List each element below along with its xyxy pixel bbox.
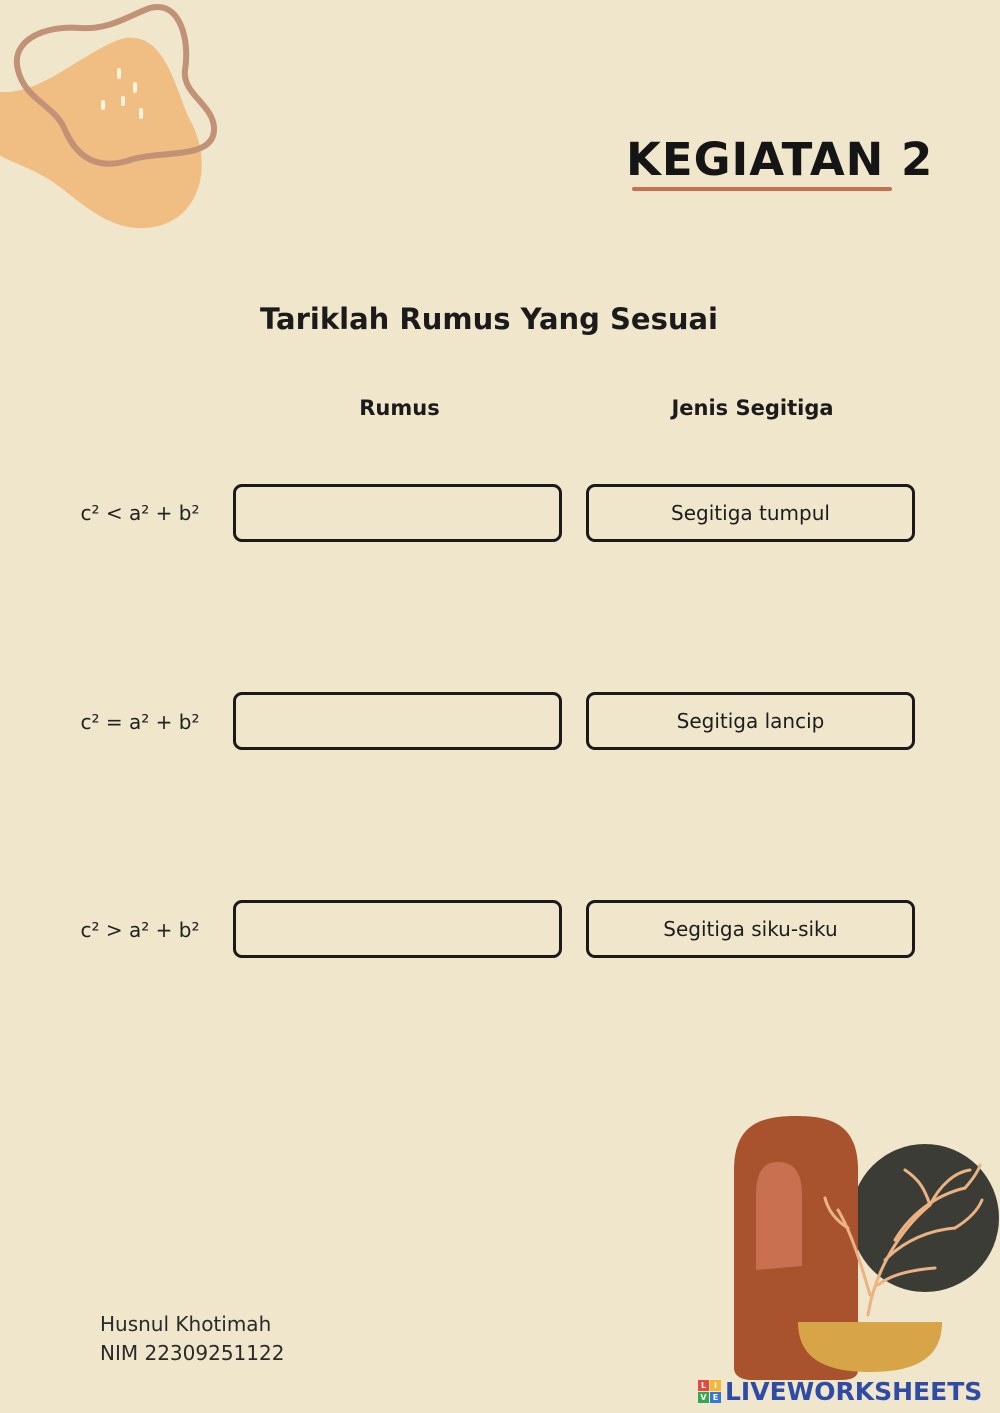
draggable-choice-1[interactable]: Segitiga tumpul: [586, 484, 915, 542]
drop-zone-2[interactable]: [233, 692, 562, 750]
logo-text: LIVEWORKSHEETS: [725, 1377, 983, 1406]
draggable-choice-2[interactable]: Segitiga lancip: [586, 692, 915, 750]
instruction-heading: Tariklah Rumus Yang Sesuai: [260, 302, 718, 336]
formula-label: c² < a² + b²: [80, 501, 200, 525]
author-nim: NIM 22309251122: [100, 1341, 285, 1365]
column-header-jenis-segitiga: Jenis Segitiga: [671, 396, 834, 420]
draggable-choice-3[interactable]: Segitiga siku-siku: [586, 900, 915, 958]
page-title: KEGIATAN 2: [626, 133, 934, 186]
liveworksheets-logo: [698, 1377, 982, 1406]
drop-zone-3[interactable]: [233, 900, 562, 958]
formula-label: c² = a² + b²: [80, 710, 200, 734]
author-info: [100, 1310, 284, 1368]
title-underline: [632, 187, 892, 191]
column-header-rumus: Rumus: [359, 396, 440, 420]
drop-zone-1[interactable]: [233, 484, 562, 542]
logo-grid-icon: L I V E: [698, 1380, 721, 1403]
formula-label: c² > a² + b²: [80, 918, 200, 942]
author-name: Husnul Khotimah: [100, 1312, 272, 1336]
decorative-blob: [0, 0, 230, 240]
decorative-plant-illustration: [720, 1110, 1000, 1380]
